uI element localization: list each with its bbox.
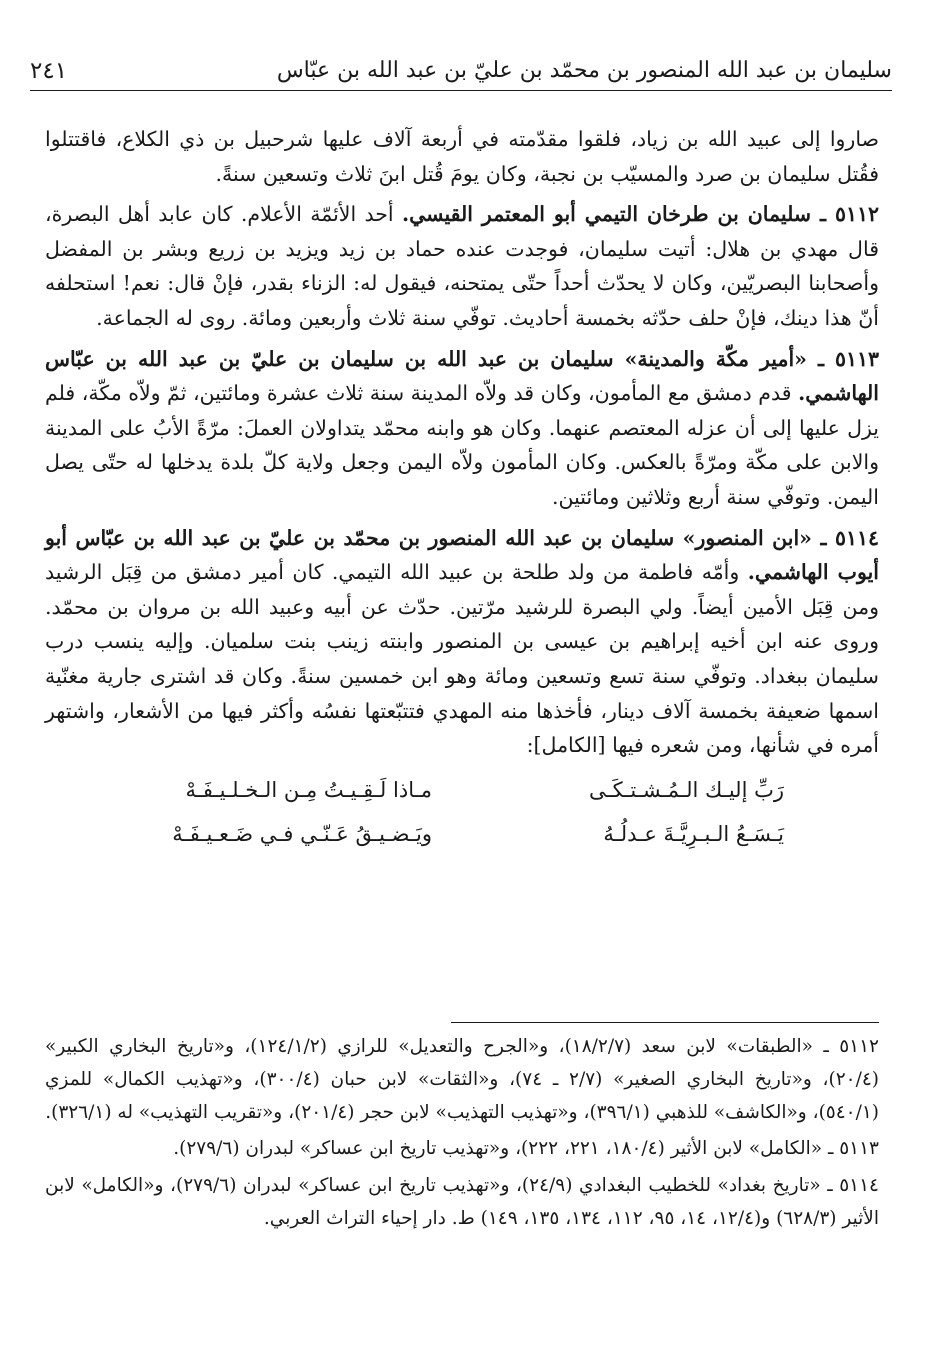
entry-dash: ـ xyxy=(811,202,835,227)
entry-text: قدم دمشق مع المأمون، وكان قد ولاّه المدينة سنة ثلاث عشرة ومائتين، ثمّ ولاّه مكّة، فلم يزل عليها إلى أن عزله المعتصم عنهما. وكان هو وابنه محمّد يتداولان العملَ: مرّةً الأبُ على المدينة والابن على مكّة ومرّةً بالعكس. وكان المأمون ولاّه اليمن وجعل ولاية كلّ بلدة يدخلها له حتّى يصل اليمن. وتوفّي سنة أربع وثلاثين ومائتين. xyxy=(45,381,879,509)
intro-paragraph: صاروا إلى عبيد الله بن زياد، فلقوا مقدّمته في أربعة آلاف عليها شرحبيل بن ذي الكلاع، فاقتتلوا فقُتل سليمان بن صرد والمسيّب بن نجبة، وكان يومَ قُتل ابنَ ثلاث وتسعين سنةً. xyxy=(45,127,879,186)
entry-name: سليمان بن طرخان التيمي أبو المعتمر القيسي. xyxy=(401,202,812,227)
entry-name: «أمير مكّة والمدينة» سليمان بن عبد الله بن سليمان بن عليّ بن عبد الله بن عبّاس الهاشمي. xyxy=(45,346,879,406)
verse-first-hemistich: يَـسَـعُ الـبـرِيَّـةَ عـدلُـهُ xyxy=(603,822,784,847)
footnote-divider xyxy=(451,1022,879,1023)
entry-number: ٥١١٢ xyxy=(834,202,879,227)
entry-name: «ابن المنصور» سليمان بن عبد الله المنصور بن محمّد بن عليّ بن عبد الله بن عبّاس أبو أيوب الهاشمي. xyxy=(45,525,879,585)
footnote-text: «الكامل» لابن الأثير (١٨٠/٤، ٢٢١، ٢٢٢)، و«تهذيب تاريخ ابن عساكر» لبدران (٢٧٩/٦). xyxy=(173,1138,823,1160)
entry-dash: ـ xyxy=(806,346,835,371)
entry-number: ٥١١٤ xyxy=(834,525,880,550)
page-header xyxy=(30,52,892,91)
footnotes-section xyxy=(45,1022,879,1240)
verse-line xyxy=(45,813,784,857)
running-title: سليمان بن عبد الله المنصور بن محمّد بن عليّ بن عبد الله بن عبّاس xyxy=(276,58,892,83)
entry-dash: ـ xyxy=(812,525,835,550)
footnote xyxy=(45,1170,879,1236)
poem-verses xyxy=(45,769,879,857)
footnote xyxy=(45,1133,879,1166)
entry-5113 xyxy=(45,342,879,515)
entry-5114 xyxy=(45,521,879,763)
entry-text: أحد الأئمّة الأعلام. كان عابد أهل البصرة، قال مهدي بن هلال: أتيت سليمان، فوجدت عنده حماد بن زيد ويزيد بن زريع وبشر بن المفضل وأصحابنا البصريّين، وكان لا يحدّث أحداً حتّى يمتحنه، فيقول له: الزناء بقدر، فإنْ قال: نعم! استحلفه أنّ هذا دينك، فإنْ حلف حدّثه بخمسة أحاديث. توفّي سنة ثلاث وأربعين ومائة. روى له الجماعة. xyxy=(45,202,879,330)
entry-5112 xyxy=(45,197,879,335)
footnote-dash: ـ xyxy=(812,1036,840,1057)
verse-second-hemistich: مـاذا لَـقِـيـتُ مِـن الـخـلـيـفَـهْ xyxy=(185,778,432,803)
footnote-dash: ـ xyxy=(820,1175,840,1197)
footnote xyxy=(45,1031,879,1129)
footnote-number: ٥١١٣ xyxy=(839,1138,879,1160)
verse-second-hemistich: ويَـضـيـقُ عَـنّـي فـي ضَـعـيـفَـهْ xyxy=(172,822,432,847)
footnote-number: ٥١١٢ xyxy=(839,1036,879,1057)
entry-text: وأمّه فاطمة من ولد طلحة بن عبيد الله التيمي. كان أمير دمشق من قِبَل الرشيد ومن قِبَل الأمين أيضاً. ولي البصرة للرشيد مرّتين. حدّث عن أبيه وعبيد الله بن مروان بن محمّد. وروى عنه ابن أخيه إبراهيم بن عيسى بن المنصور وابنته زينب بنت سلميان. وإليه ينسب درب سليمان ببغداد. وتوفّي سنة تسع وتسعين ومائة وهو ابن خمسين سنةً. وكان قد اشترى جارية مغنّية اسمها ضعيفة بخمسة آلاف دينار، فأخذها منه المهدي فتتبّعتها نفسُه وأكثر فيها من الأشعار، واشتهر أمره في شأنها، ومن شعره فيها [الكامل]: xyxy=(45,560,879,758)
entry-number: ٥١١٣ xyxy=(834,346,879,371)
footnote-number: ٥١١٤ xyxy=(839,1175,879,1197)
footnote-dash: ـ xyxy=(822,1138,840,1160)
page-number: ٢٤١ xyxy=(30,58,68,84)
verse-line xyxy=(45,769,784,813)
verse-first-hemistich: رَبِّ إليـك الـمُـشـتـكَـى xyxy=(589,778,784,803)
main-text xyxy=(45,122,879,857)
footnote-text: «الطبقات» لابن سعد (١٨/٢/٧)، و«الجرح والتعديل» للرازي (١٢٤/١/٢)، و«تاريخ البخاري الكبير» (٢٠/٤)، و«تاريخ البخاري الصغير» (٢/٧ ـ ٧٤)، و«الثقات» لابن حبان (٣٠٠/٤)، و«تهذيب الكمال» للمزي (٥٤٠/١)، و«الكاشف» للذهبي (٣٩٦/١)، و«تهذيب التهذيب» لابن حجر (٢٠١/٤)، و«تقريب التهذيب» له (٣٢٦/١). xyxy=(45,1036,880,1123)
footnote-text: «تاريخ بغداد» للخطيب البغدادي (٢٤/٩)، و«تهذيب تاريخ ابن عساكر» لبدران (٢٧٩/٦)، و«الكامل» لابن الأثير (٦٢٨/٣) و(١٢/٤، ١٤، ٩٥، ١١٢، ١٣٤، ١٣٥، ١٤٩) ط. دار إحياء التراث العربي. xyxy=(45,1175,879,1229)
